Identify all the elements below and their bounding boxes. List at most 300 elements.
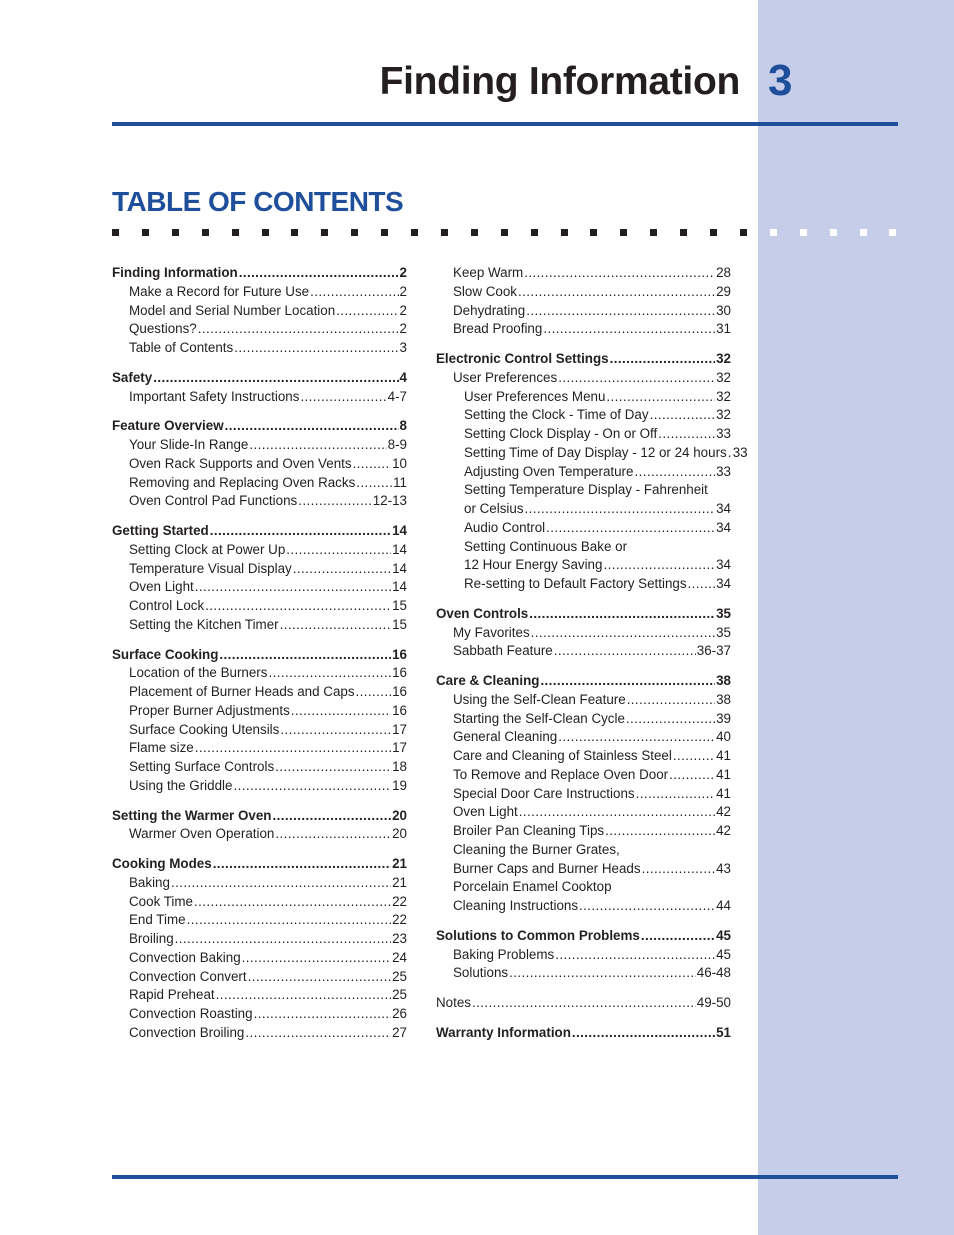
toc-entry-page: 2 xyxy=(399,302,407,318)
toc-entry-label: Model and Serial Number Location xyxy=(129,302,336,318)
toc-dot-leader xyxy=(356,474,392,493)
toc-entry-label: Setting Temperature Display - Fahrenheit xyxy=(464,482,708,498)
toc-entry-page: 42 xyxy=(716,823,731,838)
toc-entry[interactable] xyxy=(112,417,407,436)
toc-entry[interactable] xyxy=(112,616,407,635)
toc-entry[interactable] xyxy=(436,302,731,321)
toc-entry-page: 3 xyxy=(399,340,407,355)
toc-entry[interactable] xyxy=(112,492,407,511)
toc-entry-label: Audio Control xyxy=(464,519,546,535)
toc-entry[interactable] xyxy=(436,388,731,407)
toc-entry-label: Cook Time xyxy=(129,893,193,909)
divider-dot xyxy=(262,229,269,236)
toc-entry-page: 41 xyxy=(716,748,731,763)
toc-dot-leader xyxy=(242,949,391,968)
toc-dot-leader xyxy=(280,721,391,740)
toc-entry-label: Location of the Burners xyxy=(129,665,268,681)
toc-dot-leader xyxy=(558,369,715,388)
toc-entry-label: Oven Controls xyxy=(436,605,529,621)
toc-dot-leader xyxy=(546,519,715,538)
toc-entry-page: 12-13 xyxy=(372,493,407,509)
toc-entry[interactable] xyxy=(436,994,731,1013)
toc-entry-label: Setting the Warmer Oven xyxy=(112,807,272,823)
toc-dot-leader xyxy=(519,803,715,822)
toc-dot-leader xyxy=(300,388,386,407)
toc-dot-leader xyxy=(669,766,715,785)
toc-entry-label: Finding Information xyxy=(112,265,238,280)
toc-dot-leader xyxy=(195,739,391,758)
divider-dot xyxy=(770,229,777,236)
toc-dot-leader xyxy=(673,747,715,766)
toc-entry[interactable] xyxy=(112,339,407,358)
toc-entry[interactable] xyxy=(436,927,731,946)
toc-entry-label: Setting Clock at Power Up xyxy=(129,541,286,557)
divider-dot xyxy=(590,229,597,236)
toc-entry[interactable] xyxy=(436,264,731,283)
toc-dot-leader xyxy=(531,624,715,643)
toc-dot-leader xyxy=(524,264,715,283)
toc-entry-label: Broiler Pan Cleaning Tips xyxy=(453,823,605,838)
toc-entry[interactable] xyxy=(436,785,731,804)
toc-entry-page: 42 xyxy=(716,804,731,820)
divider-dot xyxy=(351,229,358,236)
toc-entry-label: Oven Light xyxy=(453,804,518,820)
toc-entry-label: Proper Burner Adjustments xyxy=(129,702,290,718)
toc-dot-leader xyxy=(198,320,399,339)
dot-divider xyxy=(112,229,902,239)
toc-entry-page: 41 xyxy=(716,766,731,782)
toc-entry-page: 28 xyxy=(716,265,731,280)
toc-entry[interactable] xyxy=(112,702,407,721)
toc-entry[interactable] xyxy=(112,855,407,874)
toc-entry-label: Make a Record for Future Use xyxy=(129,283,310,299)
toc-dot-leader xyxy=(249,436,386,455)
side-band xyxy=(758,0,954,1235)
toc-dot-leader xyxy=(603,556,715,575)
toc-entry[interactable] xyxy=(436,691,731,710)
toc-entry-page: 23 xyxy=(392,931,407,946)
toc-entry[interactable] xyxy=(112,522,407,541)
toc-dot-leader xyxy=(634,463,715,482)
divider-dot xyxy=(860,229,867,236)
toc-entry-page: 14 xyxy=(392,523,407,538)
toc-entry-page: 26 xyxy=(392,1006,407,1021)
toc-entry-label: My Favorites xyxy=(453,624,530,640)
toc-entry-page: 33 xyxy=(732,444,748,460)
toc-entry[interactable] xyxy=(112,664,407,683)
toc-entry-page: 35 xyxy=(716,605,731,621)
toc-entry-label: User Preferences xyxy=(453,369,558,385)
toc-entry[interactable] xyxy=(436,803,731,822)
toc-entry-label: Dehydrating xyxy=(453,302,526,318)
toc-entry-page: 21 xyxy=(392,856,407,871)
toc-entry-page: 2 xyxy=(399,283,407,299)
divider-dot xyxy=(202,229,209,236)
divider-dot xyxy=(441,229,448,236)
toc-entry-page: 32 xyxy=(716,369,731,385)
toc-entry[interactable] xyxy=(436,860,731,879)
toc-entry-label: Setting the Kitchen Timer xyxy=(129,616,279,632)
toc-dot-leader xyxy=(175,930,391,949)
toc-entry-label: Your Slide-In Range xyxy=(129,437,249,452)
toc-entry-label: Flame size xyxy=(129,740,194,756)
toc-entry[interactable] xyxy=(112,893,407,912)
toc-dot-leader xyxy=(275,825,391,844)
toc-entry-page: 49-50 xyxy=(696,995,731,1010)
toc-entry-label: Slow Cook xyxy=(453,283,518,299)
toc-dot-leader xyxy=(153,369,398,388)
toc-entry[interactable] xyxy=(436,1024,731,1043)
toc-entry-label: Cooking Modes xyxy=(112,856,212,871)
toc-entry-page: 11 xyxy=(393,474,407,490)
toc-dot-leader xyxy=(540,672,715,691)
toc-entry-page: 16 xyxy=(392,684,407,699)
divider-dot xyxy=(291,229,298,236)
toc-entry-label: Convection Broiling xyxy=(129,1024,245,1040)
toc-entry[interactable] xyxy=(436,369,731,388)
toc-dot-leader xyxy=(472,994,696,1013)
toc-dot-leader xyxy=(626,710,715,729)
toc-entry-page: 15 xyxy=(392,598,407,613)
toc-dot-leader xyxy=(641,927,715,946)
toc-entry-label: Convection Convert xyxy=(129,968,247,984)
toc-entry-page: 18 xyxy=(392,759,407,774)
toc-dot-leader xyxy=(280,616,391,635)
toc-entry-label: Care and Cleaning of Stainless Steel xyxy=(453,748,672,763)
toc-dot-leader xyxy=(286,541,391,560)
divider-dot xyxy=(710,229,717,236)
toc-entry-label: Control Lock xyxy=(129,598,205,613)
toc-entry[interactable] xyxy=(436,519,731,538)
toc-dot-leader xyxy=(194,893,391,912)
toc-dot-leader xyxy=(509,964,696,983)
toc-entry[interactable] xyxy=(112,968,407,987)
toc-dot-leader xyxy=(291,702,391,721)
divider-dot xyxy=(740,229,747,236)
toc-entry[interactable] xyxy=(436,605,731,624)
toc-entry-page: 19 xyxy=(392,777,407,793)
toc-entry-label: Convection Roasting xyxy=(129,1006,253,1021)
toc-entry-label: Starting the Self-Clean Cycle xyxy=(453,710,625,726)
toc-dot-leader xyxy=(225,417,399,436)
toc-entry-label: General Cleaning xyxy=(453,729,558,745)
toc-entry-page: 34 xyxy=(716,557,731,573)
toc-entry[interactable] xyxy=(112,911,407,930)
toc-entry-page: 2 xyxy=(399,321,407,337)
toc-entry[interactable] xyxy=(112,777,407,796)
toc-entry-label: 12 Hour Energy Saving xyxy=(464,557,603,573)
toc-dot-leader xyxy=(728,444,732,463)
toc-entry[interactable] xyxy=(112,302,407,321)
toc-dot-leader xyxy=(210,522,391,541)
toc-entry[interactable] xyxy=(112,320,407,339)
toc-entry[interactable] xyxy=(436,556,731,575)
toc-entry-label: Rapid Preheat xyxy=(129,987,215,1003)
toc-entry-label: Keep Warm xyxy=(453,265,524,280)
toc-entry-page: 30 xyxy=(716,302,731,318)
toc-entry-label: Solutions to Common Problems xyxy=(436,927,640,943)
toc-dot-leader xyxy=(195,578,391,597)
toc-entry[interactable] xyxy=(436,283,731,302)
toc-entry-label: Bread Proofing xyxy=(453,321,543,337)
toc-dot-leader xyxy=(356,683,392,702)
divider-dot xyxy=(471,229,478,236)
toc-entry-page: 14 xyxy=(392,560,407,576)
toc-dot-leader xyxy=(543,320,715,339)
toc-dot-leader xyxy=(525,500,716,519)
toc-entry[interactable] xyxy=(112,807,407,826)
toc-entry[interactable] xyxy=(112,264,407,283)
toc-dot-leader xyxy=(518,283,715,302)
toc-entry-label: Using the Self-Clean Feature xyxy=(453,691,626,707)
toc-entry[interactable] xyxy=(112,455,407,474)
toc-entry-label: Cleaning the Burner Grates, xyxy=(453,841,620,857)
toc-entry-page: 20 xyxy=(392,807,407,823)
toc-entry-page: 31 xyxy=(716,321,731,337)
toc-dot-leader xyxy=(558,728,715,747)
toc-entry-page: 36-37 xyxy=(696,643,731,659)
toc-dot-leader xyxy=(555,946,715,965)
toc-entry-page: 8-9 xyxy=(387,437,407,452)
toc-entry[interactable] xyxy=(436,624,731,643)
toc-dot-leader xyxy=(205,597,391,616)
toc-entry-label: Setting Surface Controls xyxy=(129,759,275,774)
toc-right-column xyxy=(436,264,748,1043)
toc-entry-label: Broiling xyxy=(129,931,174,946)
toc-entry[interactable] xyxy=(436,766,731,785)
toc-dot-leader xyxy=(572,1024,715,1043)
toc-entry[interactable] xyxy=(112,683,407,702)
toc-dot-leader xyxy=(234,339,398,358)
toc-dot-leader xyxy=(187,911,392,930)
toc-entry[interactable] xyxy=(436,747,731,766)
toc-entry[interactable] xyxy=(112,578,407,597)
toc-entry-page: 45 xyxy=(716,946,731,962)
toc-dot-leader xyxy=(213,855,391,874)
toc-dot-leader xyxy=(171,874,391,893)
toc-dot-leader xyxy=(526,302,715,321)
toc-entry-label: End Time xyxy=(129,912,186,928)
toc-entry-page: 45 xyxy=(716,927,731,943)
toc-entry-label: Feature Overview xyxy=(112,418,224,434)
toc-entry[interactable] xyxy=(112,474,407,493)
toc-dot-leader xyxy=(688,575,716,594)
toc-entry[interactable] xyxy=(112,388,407,407)
toc-entry-page: 34 xyxy=(716,576,731,591)
header-rule xyxy=(112,122,898,126)
toc-entry[interactable] xyxy=(112,930,407,949)
toc-entry[interactable] xyxy=(112,541,407,560)
toc-dot-leader xyxy=(298,492,372,511)
toc-entry-page: 51 xyxy=(716,1024,731,1040)
divider-dot xyxy=(680,229,687,236)
toc-entry-page: 38 xyxy=(716,673,731,688)
toc-entry-page: 34 xyxy=(716,519,731,535)
divider-dot xyxy=(411,229,418,236)
toc-entry-label: Questions? xyxy=(129,321,197,337)
toc-entry[interactable] xyxy=(436,575,731,594)
toc-entry[interactable] xyxy=(112,1024,407,1043)
toc-entry-label: Setting Clock Display - On or Off xyxy=(464,426,658,441)
toc-entry[interactable] xyxy=(112,369,407,388)
divider-dot xyxy=(620,229,627,236)
toc-entry[interactable] xyxy=(112,986,407,1005)
toc-entry[interactable] xyxy=(112,825,407,844)
toc-entry[interactable] xyxy=(436,728,731,747)
toc-entry-page: 29 xyxy=(716,283,731,299)
divider-dot xyxy=(800,229,807,236)
toc-entry[interactable] xyxy=(112,283,407,302)
toc-dot-leader xyxy=(658,425,715,444)
toc-entry-page: 15 xyxy=(392,616,407,632)
toc-entry-page: 2 xyxy=(399,265,407,280)
toc-entry-label: Surface Cooking xyxy=(112,646,219,662)
toc-entry-page: 32 xyxy=(716,351,731,366)
toc-entry[interactable] xyxy=(436,463,731,482)
toc-entry-label: Important Safety Instructions xyxy=(129,388,300,404)
toc-entry[interactable] xyxy=(112,1005,407,1024)
toc-entry-label: Re-setting to Default Factory Settings xyxy=(464,576,687,591)
toc-entry[interactable] xyxy=(112,560,407,579)
toc-entry[interactable] xyxy=(436,500,731,519)
toc-dot-leader xyxy=(650,406,716,425)
toc-entry-label: Setting the Clock - Time of Day xyxy=(464,407,649,423)
toc-dot-leader xyxy=(627,691,715,710)
toc-dot-leader xyxy=(605,822,715,841)
toc-dot-leader xyxy=(336,302,398,321)
toc-entry-label: Convection Baking xyxy=(129,949,241,965)
divider-dot xyxy=(232,229,239,236)
toc-dot-leader xyxy=(610,350,715,369)
toc-dot-leader xyxy=(245,1024,391,1043)
toc-dot-leader xyxy=(219,646,391,665)
toc-entry-label: Setting Continuous Bake or xyxy=(464,538,628,554)
toc-entry-page: 22 xyxy=(392,912,407,928)
toc-entry-page: 17 xyxy=(392,721,407,737)
toc-entry-label: Oven Light xyxy=(129,579,194,595)
toc-entry-page: 14 xyxy=(392,541,407,557)
toc-dot-leader xyxy=(272,807,391,826)
toc-entry[interactable] xyxy=(436,822,731,841)
toc-dot-leader xyxy=(239,264,399,283)
toc-dot-leader xyxy=(293,560,391,579)
toc-entry-label: Baking xyxy=(129,874,170,890)
toc-entry-label: Temperature Visual Display xyxy=(129,560,292,576)
toc-entry[interactable] xyxy=(436,350,731,369)
toc-entry-page: 16 xyxy=(392,665,407,681)
divider-dot xyxy=(531,229,538,236)
toc-dot-leader xyxy=(529,605,715,624)
toc-entry-label: Care & Cleaning xyxy=(436,673,540,688)
divider-dot xyxy=(172,229,179,236)
toc-entry-label: Warmer Oven Operation xyxy=(129,826,275,842)
toc-entry-label: Placement of Burner Heads and Caps xyxy=(129,684,355,699)
chapter-number: 3 xyxy=(768,56,793,105)
toc-entry[interactable] xyxy=(436,481,731,500)
toc-entry-page: 40 xyxy=(716,729,731,745)
toc-entry-label: Solutions xyxy=(453,965,509,981)
divider-dot xyxy=(501,229,508,236)
toc-entry-label: Porcelain Enamel Cooktop xyxy=(453,879,612,895)
toc-entry-page: 46-48 xyxy=(696,965,731,981)
toc-entry-page: 24 xyxy=(392,949,407,965)
toc-entry[interactable] xyxy=(436,964,731,983)
toc-entry[interactable] xyxy=(112,646,407,665)
toc-entry[interactable] xyxy=(112,739,407,758)
toc-entry-page: 16 xyxy=(392,702,407,718)
toc-entry-page: 8 xyxy=(399,418,407,434)
toc-entry[interactable] xyxy=(436,878,731,897)
toc-entry-label: Removing and Replacing Oven Racks xyxy=(129,474,356,490)
toc-entry-page: 43 xyxy=(716,860,731,876)
toc-entry-label: To Remove and Replace Oven Door xyxy=(453,766,669,782)
toc-dot-leader xyxy=(275,758,391,777)
toc-entry[interactable] xyxy=(112,721,407,740)
toc-entry-page: 33 xyxy=(716,463,731,479)
toc-entry[interactable] xyxy=(112,758,407,777)
toc-entry[interactable] xyxy=(436,444,748,463)
toc-entry-page: 17 xyxy=(392,740,407,756)
toc-dot-leader xyxy=(636,785,715,804)
toc-entry[interactable] xyxy=(436,406,731,425)
toc-entry-label: Baking Problems xyxy=(453,946,555,962)
toc-left-column xyxy=(112,264,407,1043)
toc-dot-leader xyxy=(579,897,715,916)
toc-entry-label: Burner Caps and Burner Heads xyxy=(453,860,641,876)
toc-entry[interactable] xyxy=(436,710,731,729)
toc-entry[interactable] xyxy=(436,320,731,339)
toc-entry[interactable] xyxy=(112,597,407,616)
divider-dot xyxy=(889,229,896,236)
toc-entry-page: 4 xyxy=(399,369,407,385)
toc-dot-leader xyxy=(216,986,391,1005)
divider-dot xyxy=(830,229,837,236)
footer-rule xyxy=(112,1175,898,1179)
page-title: Finding Information xyxy=(379,60,740,103)
toc-entry-page: 25 xyxy=(392,968,407,984)
toc-entry[interactable] xyxy=(436,425,731,444)
toc-entry-page: 14 xyxy=(392,579,407,595)
toc-entry-label: Cleaning Instructions xyxy=(453,898,579,913)
toc-dot-leader xyxy=(606,388,715,407)
toc-entry[interactable] xyxy=(436,672,731,691)
toc-entry[interactable] xyxy=(436,538,731,557)
divider-dot xyxy=(142,229,149,236)
toc-entry-page: 4-7 xyxy=(387,388,407,404)
toc-dot-leader xyxy=(268,664,391,683)
toc-entry-label: Warranty Information xyxy=(436,1024,571,1040)
toc-entry[interactable] xyxy=(112,949,407,968)
toc-entry[interactable] xyxy=(436,946,731,965)
toc-dot-leader xyxy=(310,283,398,302)
toc-entry-label: Using the Griddle xyxy=(129,777,233,793)
toc-entry-page: 32 xyxy=(716,388,731,404)
toc-dot-leader xyxy=(642,860,716,879)
toc-entry[interactable] xyxy=(112,874,407,893)
toc-entry-label: Notes xyxy=(436,995,471,1010)
toc-entry[interactable] xyxy=(436,841,731,860)
toc-entry-page: 34 xyxy=(716,501,731,516)
toc-entry-page: 21 xyxy=(392,874,407,890)
toc-entry-label: Surface Cooking Utensils xyxy=(129,721,280,737)
toc-entry-label: Oven Control Pad Functions xyxy=(129,493,298,509)
toc-entry[interactable] xyxy=(436,897,731,916)
toc-entry[interactable] xyxy=(436,642,731,661)
toc-entry-label: User Preferences Menu xyxy=(464,388,606,404)
toc-dot-leader xyxy=(248,968,391,987)
toc-entry[interactable] xyxy=(112,436,407,455)
divider-dot xyxy=(381,229,388,236)
